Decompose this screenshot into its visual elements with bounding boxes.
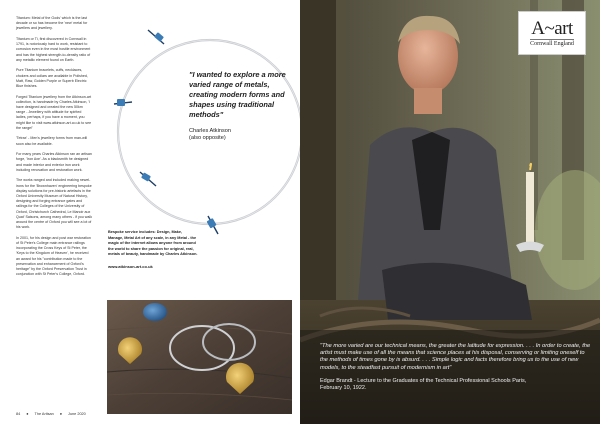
blue-shell	[143, 303, 167, 321]
logo-subtitle: Cornwall England	[530, 40, 574, 47]
pull-quote-text: "I wanted to explore a more varied range of metals, creating modern forms and shapes using traditional methods"	[189, 70, 286, 119]
pull-quote-attribution	[189, 128, 289, 142]
footer-dot-icon: ●	[59, 412, 63, 416]
brandt-quote	[320, 343, 592, 392]
body-paragraph: Titanium or Ti, first discovered in Cornwall in 1791, is notoriously hard to work, resistant to corrosion even in the most hostile environment and has the highest strength-to-density ratio of any metallic element found on Earth.	[16, 37, 91, 62]
brand-logo	[518, 11, 586, 55]
page-footer	[16, 412, 86, 416]
necklace-bead-top	[148, 30, 164, 44]
brandt-quote-attribution	[320, 378, 592, 392]
attribution-name: Edgar Brandt - Lecture to the Graduates of the Technical Professional Schools Paris,	[320, 377, 527, 384]
necklace-bead-lower-left	[140, 172, 156, 186]
logo-mark: A~art	[531, 17, 573, 39]
attribution-date: February 10, 1922.	[320, 384, 367, 391]
necklace-bead-left	[114, 99, 132, 106]
issue-date: June 2020	[68, 412, 86, 416]
website-link[interactable]: www.atkinson-art.co.uk	[108, 263, 153, 269]
body-paragraph: 'Tetrax' - Men's jewellery forms from man-will soon also be available.	[16, 136, 88, 146]
bespoke-service-box	[108, 230, 198, 269]
footer-dot-icon: ●	[26, 412, 29, 416]
bracelets-shells-photo	[107, 300, 292, 414]
candle	[526, 172, 534, 242]
body-paragraph: In 2001, for his design and post war restoration of St Peter's College main entrance railings incorporating the Cross Keys of St Peter, the 'Keys to the Kingdom of Heaven', he received an award for his "contribution made to the preservation and enhancement of Oxford's heritage" by the Oxford Preservation Trust in conjunction with St Peter's College, Oxford.	[16, 235, 91, 277]
pull-quote	[189, 70, 289, 142]
attribution-note: (also opposite)	[189, 135, 226, 141]
bespoke-text: Bespoke service includes: Design, Make, Manage, Metal Art of any scale, in any Metal - the magic of the internet allows anyone from around the world to share the passion for original, real, metals of beauty, handmade by Charles Atkinson.	[108, 230, 198, 257]
page-number: 84	[16, 412, 21, 416]
body-paragraph: Pure Titanium bracelets, cuffs, necklaces, chokers and collars are available in Polished, Matt, Raw, Golden Purple or Superb Electric Blue finishes.	[16, 68, 88, 89]
body-paragraph: Titanium: Metal of the Gods' which is the last decade or so has become the 'new' metal for jewellers and jewellery.	[16, 16, 88, 31]
magazine-name: The Artisan	[34, 412, 54, 416]
attribution-name: Charles Atkinson	[189, 128, 231, 134]
body-paragraph: For many years Charles Atkinson ran an artisan forge, 'Iron Axe'. As a blacksmith he designed and made interior and exterior iron work including renovation and restoration work.	[16, 152, 92, 172]
body-paragraph: Forged Titanium jewellery from the Atkinson-art collection, is handmade by Charles Atkinson, 'I have designed and created the new 50km range - Jewellery with attitude for spirited ladies, perhaps, if you have a moment, you might like to visit www.atkinson-art.co.uk to see the range!'	[16, 94, 92, 130]
body-paragraph: The works ranged and included making newel-irons for the 'Brownhaven' engineering bespoke display solutions for pre-historic artefacts in the Oxford University Museum of Natural History, designing and forging entrance gates and railings for the Colleges of the University of Oxford, Christchurch Cathedral, Le Manoir aux Quat' Saisons, among many others - if you walk around the centre of Oxford you will see a lot of his work.	[16, 178, 92, 230]
brandt-quote-text: "The more varied are our technical means, the greater the latitude for expression. . . . In order to create, the artist must make use of all the means that science places at his disposal, conserving or limiting oneself to the methods of times gone by is absurd. . . . Simple logic and facts therefore bring us to the use of new models, to the steadfast pursuit of modernism in art"	[320, 343, 591, 371]
left-text-column	[16, 16, 92, 283]
